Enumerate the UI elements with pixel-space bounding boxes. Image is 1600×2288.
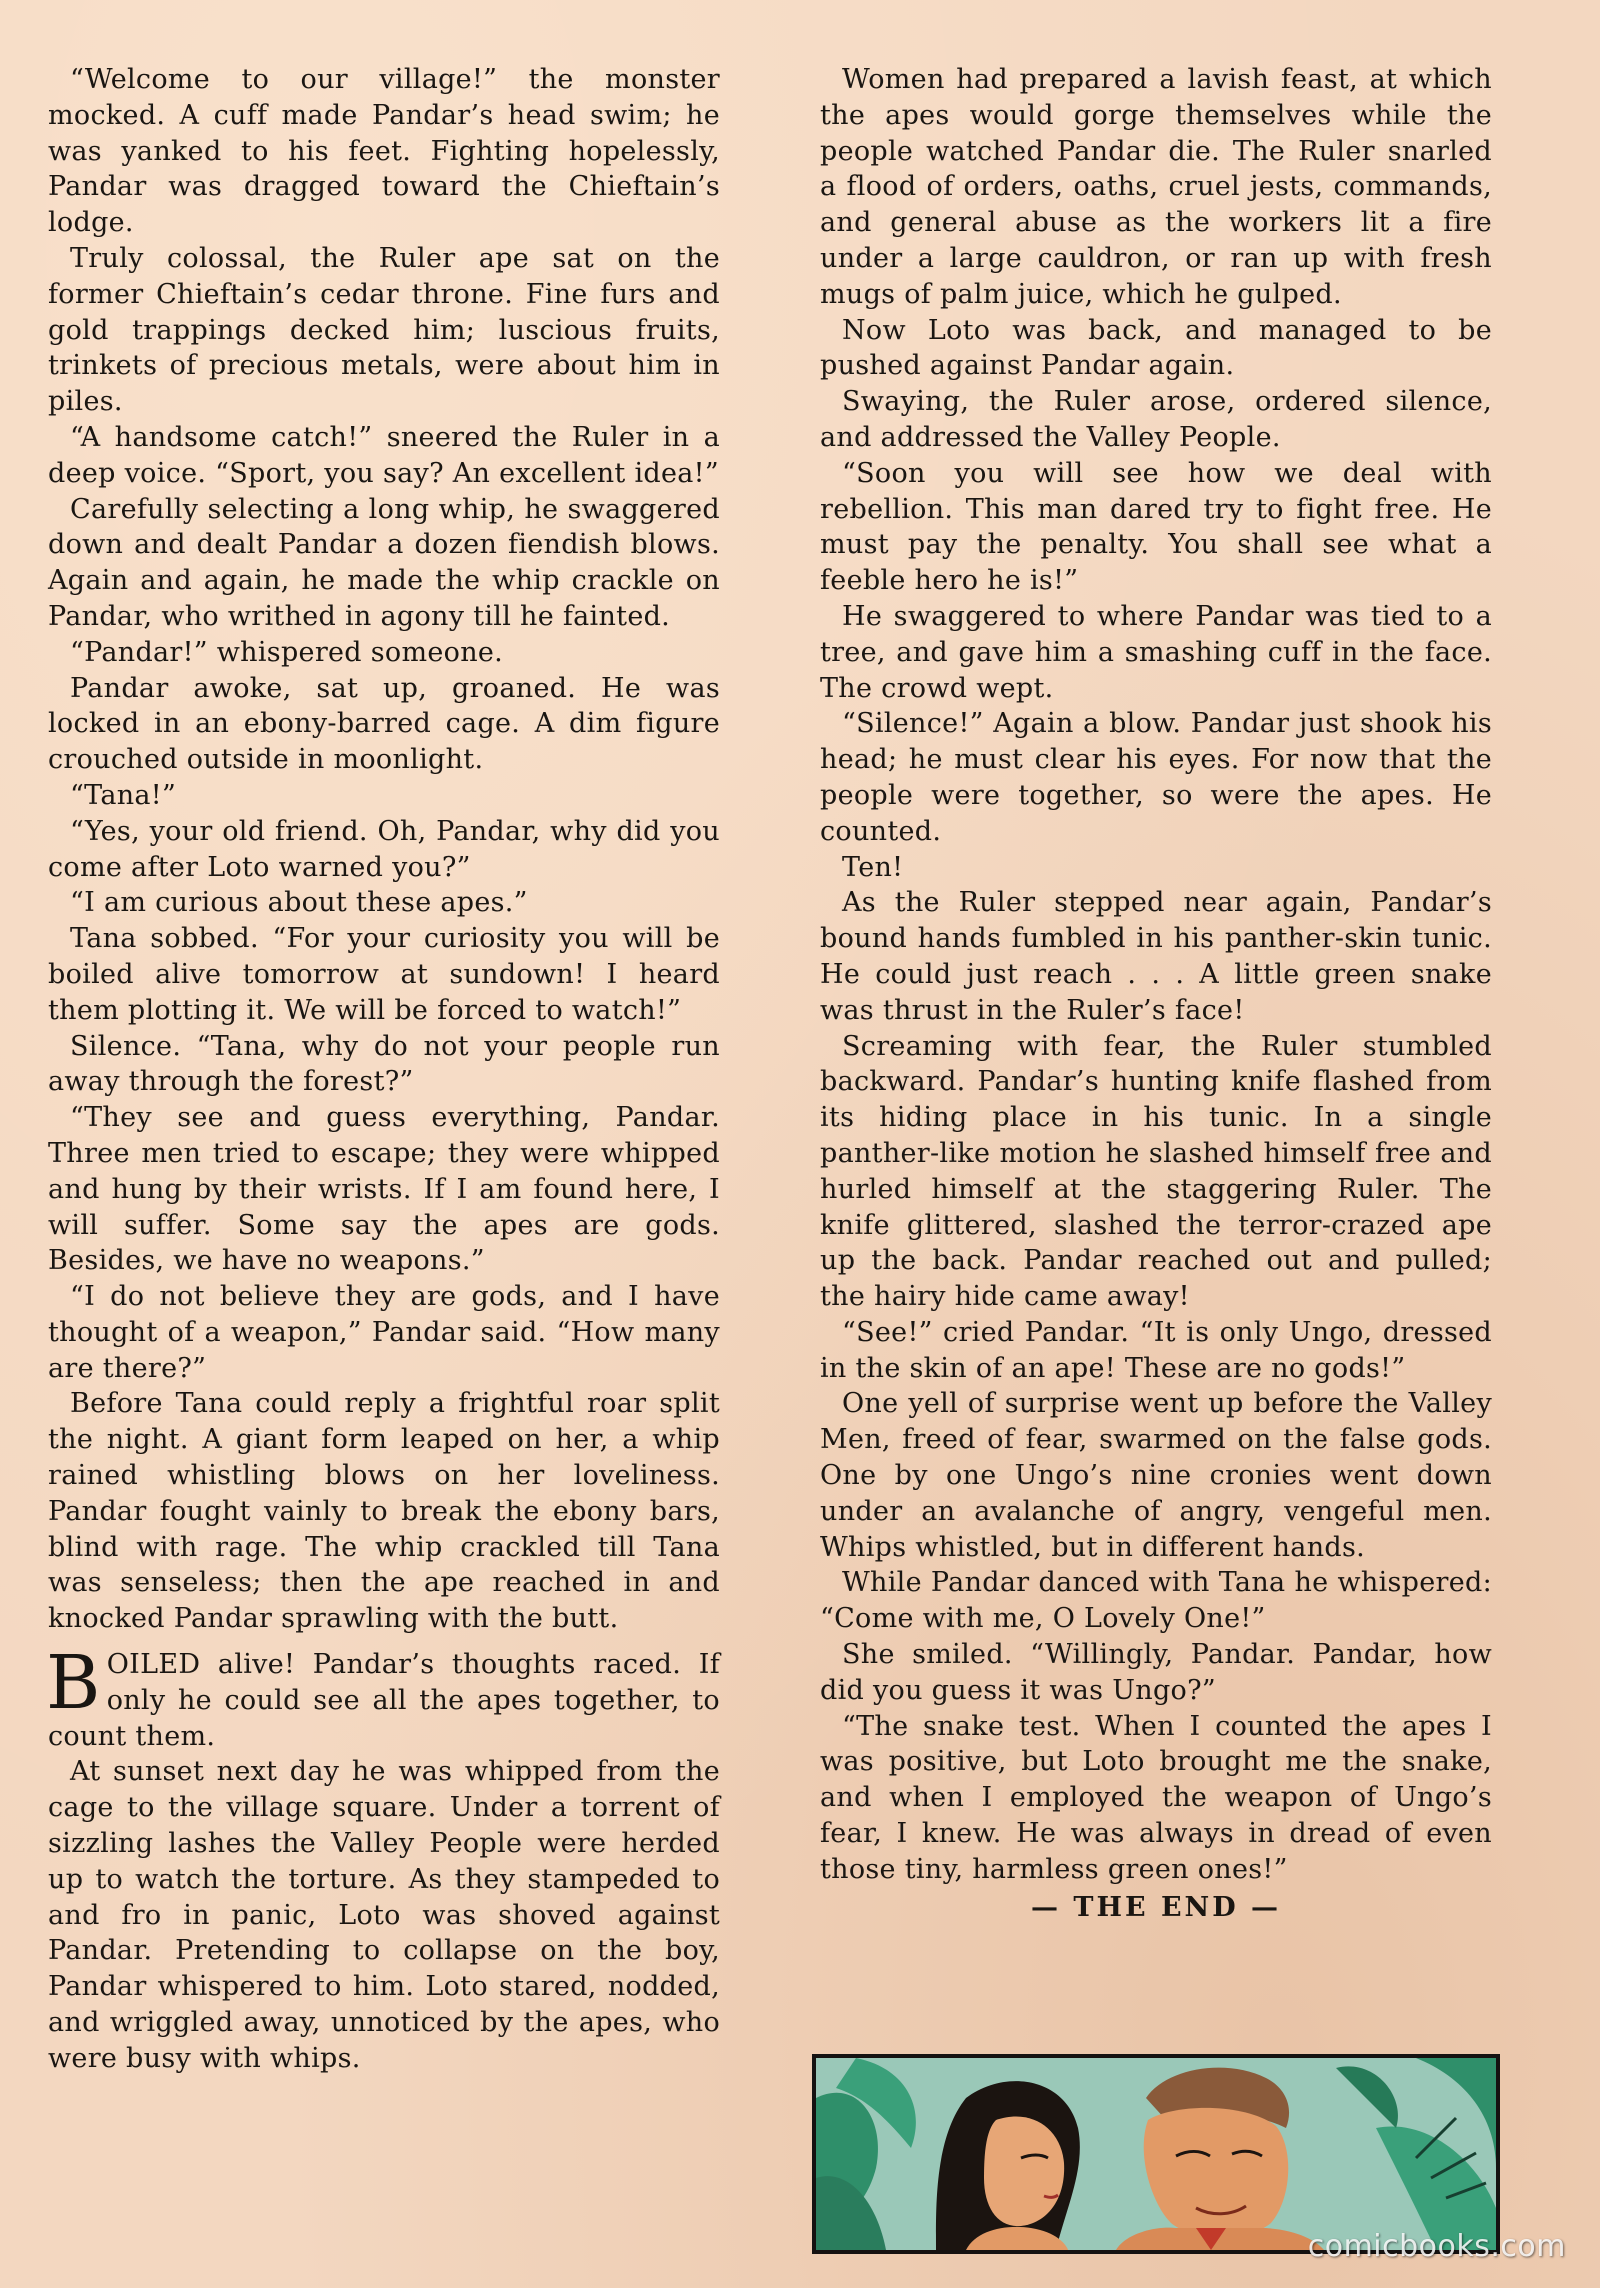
story-paragraph: As the Ruler stepped near again, Pandar’s bound hands fumbled in his panther-skin tunic. He could just reach . . . A little green snake was thrust in the Ruler’s face! <box>820 887 1492 1026</box>
story-paragraph: “Welcome to our village!” the monster mocked. A cuff made Pandar’s head swim; he was yanked to his feet. Fighting hopelessly, Pandar was dragged toward the Chieftain’s lodge. <box>48 64 720 239</box>
section-break-paragraph <box>46 1640 720 1754</box>
story-paragraph: “They see and guess everything, Pandar. Three men tried to escape; they were whipped and hung by their wrists. If I am found here, I will suffer. Some say the apes are gods. Besides, we have no weapons.” <box>48 1102 720 1277</box>
story-paragraph: “Silence!” Again a blow. Pandar just shook his head; he must clear his eyes. For now that the people were together, so were the apes. He counted. <box>820 708 1492 847</box>
story-paragraph: Screaming with fear, the Ruler stumbled backward. Pandar’s hunting knife flashed from its hiding place in his tunic. In a single panther-like motion he slashed himself free and hurled himself at the staggering Ruler. The knife glittered, slashed the terror-crazed ape up the back. Pandar reached out and pulled; the hairy hide came away! <box>820 1030 1492 1313</box>
story-paragraph: Now Loto was back, and managed to be pushed against Pandar again. <box>820 314 1492 382</box>
story-paragraph: Swaying, the Ruler arose, ordered silence, and addressed the Valley People. <box>820 386 1492 453</box>
story-paragraph: While Pandar danced with Tana he whispered: “Come with me, O Lovely One!” <box>820 1567 1492 1635</box>
drop-cap-text: OILED alive! Pandar’s thoughts raced. If only he could see all the apes together, to count them. <box>48 1649 720 1752</box>
story-paragraph: Ten! <box>842 851 904 883</box>
left-text-column <box>48 62 720 2077</box>
story-paragraph: “Yes, your old friend. Oh, Pandar, why did you come after Loto warned you?” <box>48 815 720 883</box>
story-paragraph: Pandar awoke, sat up, groaned. He was locked in an ebony-barred cage. A dim figure crouched outside in moonlight. <box>48 672 720 776</box>
the-end-label: — THE END — <box>1030 1891 1282 1923</box>
ending-illustration-panel <box>812 2054 1500 2254</box>
story-paragraph: He swaggered to where Pandar was tied to a tree, and gave him a smashing cuff in the face. The crowd wept. <box>820 600 1492 704</box>
story-paragraph: “The snake test. When I counted the apes I was positive, but Loto brought me the snake, and when I employed the weapon of Ungo’s fear, I knew. He was always in dread of even those tiny, harmless green ones!” <box>820 1710 1492 1885</box>
story-paragraph: Women had prepared a lavish feast, at which the apes would gorge themselves while the people watched Pandar die. The Ruler snarled a flood of orders, oaths, cruel jests, commands, and general abuse as the workers lit a fire under a large cauldron, or ran up with fresh mugs of palm juice, which he gulped. <box>820 64 1492 310</box>
story-paragraph: “Pandar!” whispered someone. <box>70 636 504 668</box>
story-paragraph: One yell of surprise went up before the Valley Men, freed of fear, swarmed on the false gods. One by one Ungo’s nine cronies went down under an avalanche of angry, vengeful men. Whips whistled, but in different hands. <box>820 1388 1492 1563</box>
site-watermark: comicbooks.com <box>1307 2229 1566 2264</box>
couple-illustration <box>816 2058 1496 2250</box>
story-paragraph: “I am curious about these apes.” <box>70 887 528 919</box>
story-paragraph: Carefully selecting a long whip, he swaggered down and dealt Pandar a dozen fiendish blows. Again and again, he made the whip crackle on Pandar, who writhed in agony till he fainted. <box>48 493 720 632</box>
story-paragraph: “Soon you will see how we deal with rebellion. This man dared try to fight free. He must pay the penalty. You shall see what a feeble hero he is!” <box>820 457 1492 597</box>
right-text-column <box>820 62 1492 1925</box>
story-paragraph: “See!” cried Pandar. “It is only Ungo, dressed in the skin of an ape! These are no gods!” <box>820 1316 1492 1384</box>
drop-cap-letter: B <box>46 1640 101 1727</box>
story-paragraph: She smiled. “Willingly, Pandar. Pandar, how did you guess it was Ungo?” <box>820 1639 1492 1706</box>
story-paragraph: Tana sobbed. “For your curiosity you will be boiled alive tomorrow at sundown! I heard them plotting it. We will be forced to watch!” <box>48 923 720 1026</box>
story-paragraph: Before Tana could reply a frightful roar split the night. A giant form leaped on her, a whip rained whistling blows on her loveliness. Pandar fought vainly to break the ebony bars, blind with rage. The whip crackled till Tana was senseless; then the ape reached in and knocked Pandar sprawling with the butt. <box>48 1388 720 1635</box>
story-paragraph: “A handsome catch!” sneered the Ruler in a deep voice. “Sport, you say? An excellent idea!” <box>48 421 720 489</box>
story-paragraph: Silence. “Tana, why do not your people run away through the forest?” <box>48 1030 720 1098</box>
story-paragraph: Truly colossal, the Ruler ape sat on the former Chieftain’s cedar throne. Fine furs and gold trappings decked him; luscious fruits, trinkets of precious metals, were about him in piles. <box>48 242 720 418</box>
story-paragraph: At sunset next day he was whipped from the cage to the village square. Under a torrent of sizzling lashes the Valley People were herded up to watch the torture. As they stampeded to and fro in panic, Loto was shoved against Pandar. Pretending to collapse on the boy, Pandar whispered to him. Loto stared, nodded, and wriggled away, unnoticed by the apes, who were busy with whips. <box>48 1756 720 2074</box>
story-paragraph: “I do not believe they are gods, and I have thought of a weapon,” Pandar said. “How many are there?” <box>48 1281 720 1384</box>
story-paragraph: “Tana!” <box>70 779 177 811</box>
